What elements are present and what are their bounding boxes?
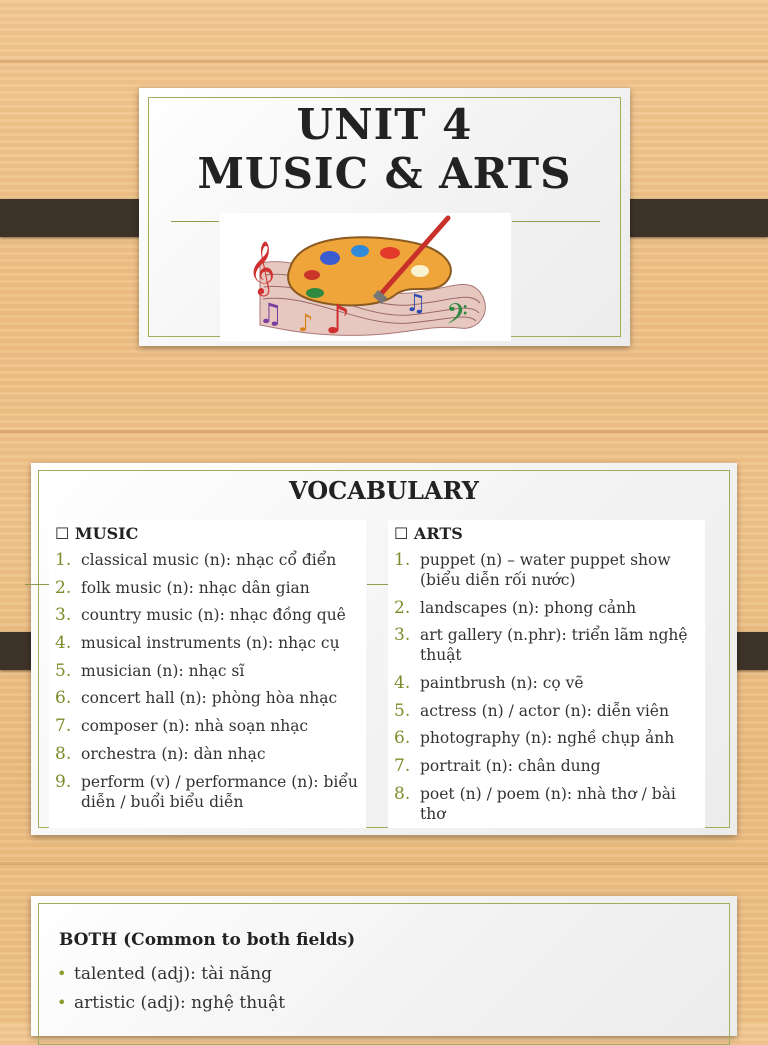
arts-list	[394, 550, 701, 832]
item-text: composer (n): nhà soạn nhạc	[81, 717, 309, 736]
music-item	[55, 744, 362, 764]
arts-item	[394, 701, 701, 721]
title-line-1: UNIT 4	[296, 100, 473, 149]
music-column	[49, 520, 366, 828]
checkbox-icon: ☐	[55, 524, 70, 543]
item-text: musical instruments (n): nhạc cụ	[81, 634, 340, 653]
vocab-rule-mid	[367, 584, 389, 585]
title-rule-right	[512, 221, 600, 222]
item-text: paintbrush (n): cọ vẽ	[420, 674, 584, 693]
music-list	[55, 550, 362, 819]
item-text: art gallery (n.phr): triển lãm nghệ thuật	[420, 626, 688, 665]
vocabulary-heading: VOCABULARY	[289, 476, 479, 505]
wood-grain-line	[0, 862, 768, 865]
arts-header	[394, 524, 463, 543]
item-text: folk music (n): nhạc dân gian	[81, 578, 310, 597]
item-number: 6.	[394, 728, 411, 749]
both-item	[57, 960, 285, 989]
item-number: 8.	[55, 743, 72, 764]
item-number: 1.	[55, 550, 72, 570]
item-number: 7.	[394, 756, 411, 777]
item-number: 5.	[394, 700, 411, 721]
item-text: actress (n) / actor (n): diễn viên	[420, 701, 669, 720]
item-text: classical music (n): nhạc cổ điển	[81, 551, 337, 569]
wood-grain-line	[0, 60, 768, 63]
wood-grain-line	[0, 430, 768, 433]
item-text: artistic (adj): nghệ thuật	[74, 993, 286, 1013]
item-text: orchestra (n): dàn nhạc	[81, 744, 266, 763]
item-number: 5.	[55, 660, 72, 681]
item-number: 2.	[55, 577, 72, 598]
title-rule-left	[171, 221, 219, 222]
decorative-bar-right	[613, 199, 768, 237]
item-number: 1.	[394, 550, 411, 570]
item-number: 3.	[394, 625, 411, 646]
svg-text:𝄞: 𝄞	[248, 240, 276, 294]
music-item	[55, 578, 362, 598]
music-item	[55, 688, 362, 708]
item-text: concert hall (n): phòng hòa nhạc	[81, 689, 338, 708]
music-header	[55, 524, 138, 543]
svg-text:♫: ♫	[405, 289, 427, 317]
item-number: 7.	[55, 716, 72, 737]
item-number: 2.	[394, 597, 411, 618]
title-line-2: MUSIC & ARTS	[197, 149, 572, 198]
checkbox-icon: ☐	[394, 524, 409, 543]
item-number: 4.	[394, 673, 411, 694]
music-item	[55, 772, 362, 812]
item-text: photography (n): nghề chụp ảnh	[420, 729, 675, 748]
item-text: portrait (n): chân dung	[420, 757, 601, 776]
arts-item	[394, 728, 701, 748]
item-number: 8.	[394, 783, 411, 804]
item-text: puppet (n) – water puppet show (biểu diễn rối nước)	[420, 551, 671, 589]
svg-text:♪: ♪	[325, 297, 351, 341]
both-item	[57, 989, 285, 1018]
arts-item	[394, 550, 701, 590]
arts-item	[394, 784, 701, 824]
music-label: MUSIC	[74, 524, 139, 543]
bullet-icon: •	[57, 993, 67, 1012]
both-title: BOTH (Common to both fields)	[59, 930, 356, 950]
item-text: landscapes (n): phong cảnh	[420, 598, 637, 617]
music-item	[55, 633, 362, 653]
music-item	[55, 716, 362, 736]
decorative-bar-left	[0, 199, 155, 237]
svg-text:𝄢: 𝄢	[446, 298, 468, 338]
item-number: 9.	[55, 771, 72, 792]
music-item	[55, 550, 362, 570]
arts-item	[394, 756, 701, 776]
item-text: talented (adj): tài năng	[74, 964, 272, 984]
item-text: country music (n): nhạc đồng quê	[81, 606, 346, 625]
arts-item	[394, 673, 701, 693]
arts-item	[394, 598, 701, 618]
bullet-icon: •	[57, 964, 67, 983]
item-text: poet (n) / poem (n): nhà thơ / bài thơ	[420, 784, 676, 823]
both-list	[57, 960, 285, 1018]
music-item	[55, 605, 362, 625]
item-text: musician (n): nhạc sĩ	[81, 661, 245, 680]
music-arts-illustration	[220, 213, 511, 341]
item-number: 4.	[55, 633, 72, 654]
music-item	[55, 661, 362, 681]
item-text: perform (v) / performance (n): biểu diễn / buổi biểu diễn	[81, 772, 358, 811]
arts-column	[388, 520, 705, 828]
svg-text:♫: ♫	[258, 297, 284, 330]
item-number: 6.	[55, 688, 72, 709]
arts-item	[394, 625, 701, 665]
item-number: 3.	[55, 605, 72, 626]
arts-label: ARTS	[413, 524, 463, 543]
svg-text:♪: ♪	[298, 309, 314, 337]
